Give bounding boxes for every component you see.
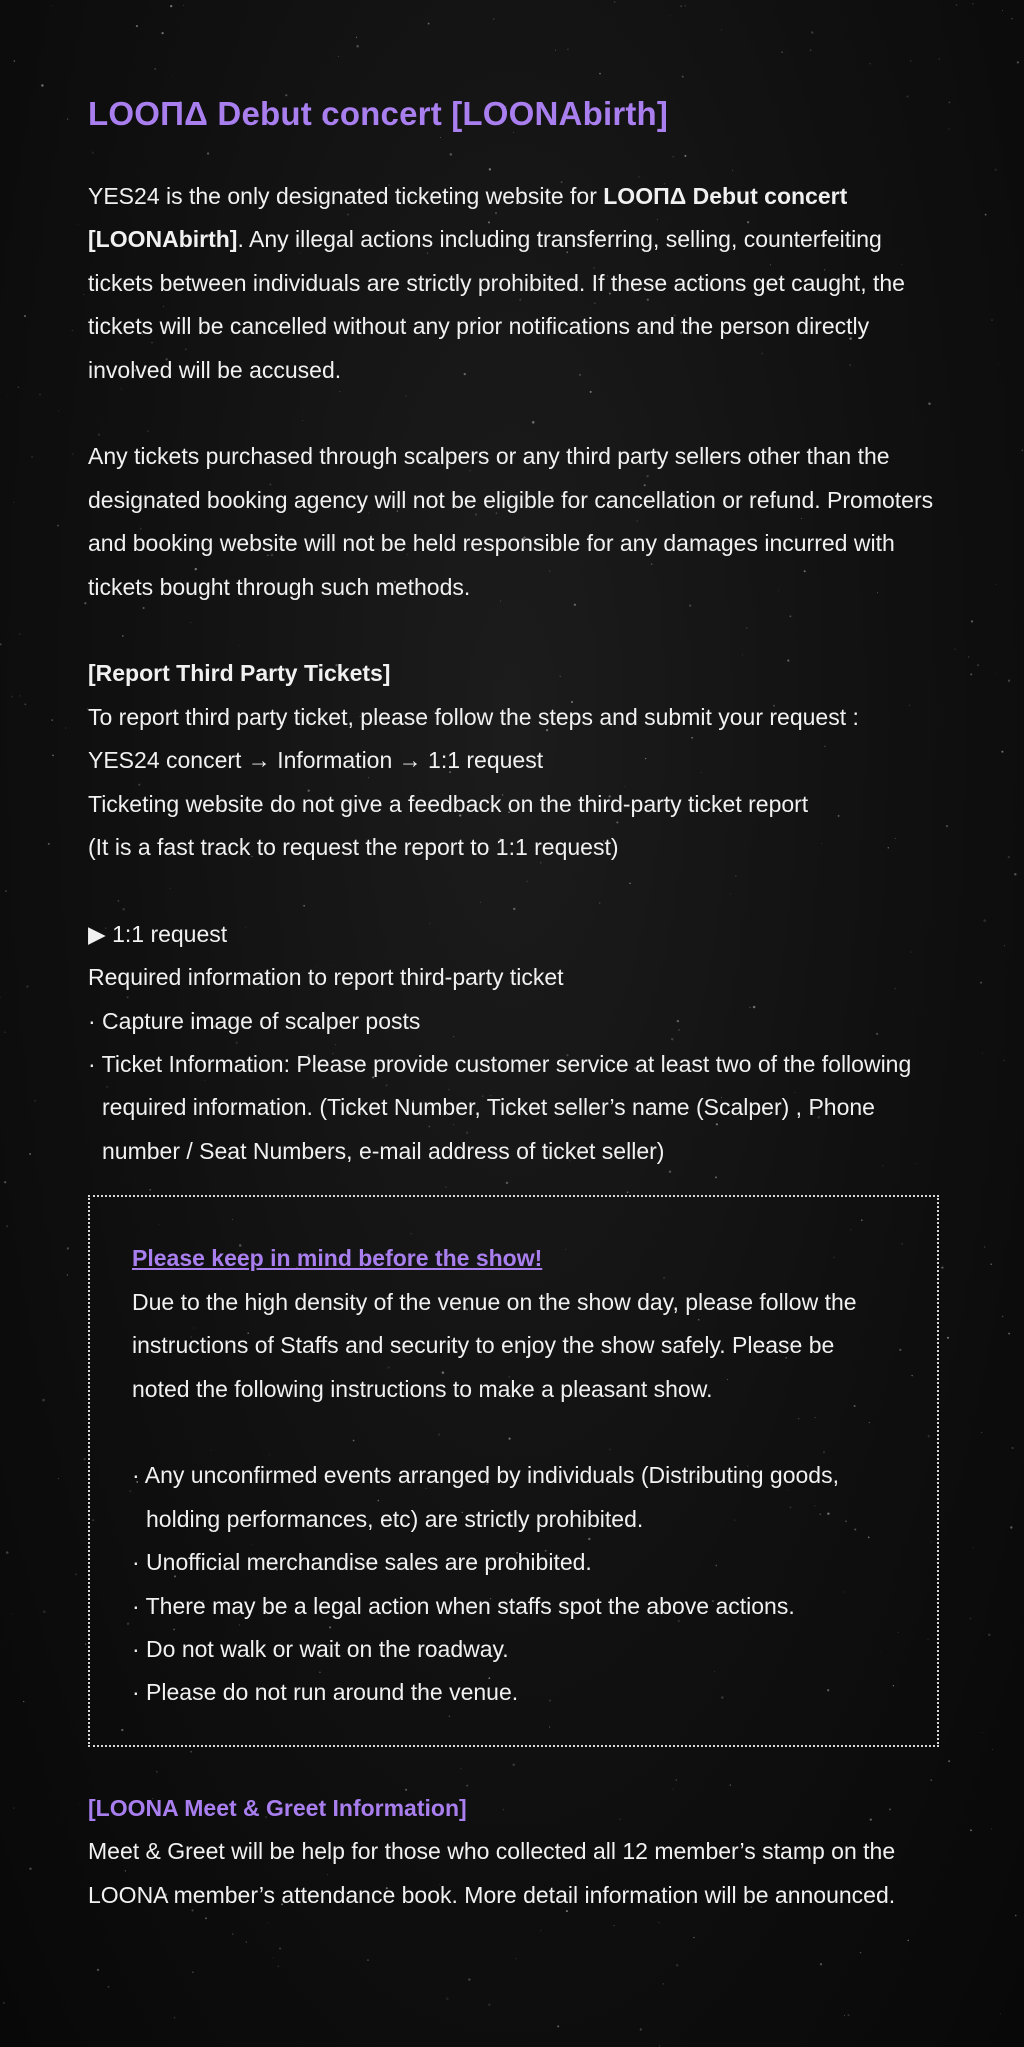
request-required: Required information to report third-party ticket bbox=[88, 964, 564, 991]
report-line-2: YES24 concert → Information → 1:1 request bbox=[88, 747, 544, 774]
notice-content bbox=[88, 88, 948, 1917]
notice-item: · Do not walk or wait on the roadway. bbox=[132, 1635, 509, 1662]
intro-paragraph bbox=[88, 175, 948, 392]
meet-greet-body: Meet & Greet will be help for those who collected all 12 member’s stamp on the LOONA member’s attendance book. More detail information will be announced. bbox=[88, 1838, 896, 1908]
notice-item: · Any unconfirmed events arranged by individuals (Distributing goods, holding performances, etc) are strictly prohibited. bbox=[132, 1462, 839, 1532]
request-item: · Capture image of scalper posts bbox=[88, 1007, 421, 1034]
report-line-1: To report third party ticket, please follow the steps and submit your request : bbox=[88, 703, 859, 730]
request-label: ▶ 1:1 request bbox=[88, 920, 228, 947]
notice-item: · Please do not run around the venue. bbox=[132, 1679, 519, 1706]
request-item: · Ticket Information: Please provide customer service at least two of the following required information. (Ticket Number, Ticket seller’s name (Scalper) , Phone number / Seat Numbers, e-mail address of ticket seller) bbox=[88, 1051, 912, 1164]
scalper-paragraph: Any tickets purchased through scalpers or any third party sellers other than the designated booking agency will not be eligible for cancellation or refund. Promoters and booking website will not be held responsible for any damages incurred with tickets bought through such methods. bbox=[88, 443, 934, 600]
meet-greet-title: [LOONA Meet & Greet Information] bbox=[88, 1794, 467, 1821]
meet-greet-section bbox=[88, 1787, 948, 1917]
notice-item: · There may be a legal action when staffs spot the above actions. bbox=[132, 1592, 795, 1619]
report-line-3: Ticketing website do not give a feedback on the third-party ticket report bbox=[88, 790, 809, 817]
report-heading: [Report Third Party Tickets] bbox=[88, 660, 391, 687]
report-line-4: (It is a fast track to request the report to 1:1 request) bbox=[88, 834, 619, 861]
intro-suffix: . Any illegal actions including transferring, selling, counterfeiting tickets between individuals are strictly prohibited. If these actions get caught, the tickets will be cancelled without any prior notifications and the person directly involved will be accused. bbox=[88, 226, 905, 383]
show-notice-box bbox=[88, 1195, 939, 1746]
page-title: LOOΠΔ Debut concert [LOONAbirth] bbox=[88, 95, 669, 132]
intro-prefix: YES24 is the only designated ticketing website for bbox=[88, 183, 604, 209]
notice-title: Please keep in mind before the show! bbox=[132, 1245, 543, 1272]
notice-item: · Unofficial merchandise sales are prohibited. bbox=[132, 1549, 592, 1576]
notice-body: Due to the high density of the venue on the show day, please follow the instructions of Staffs and security to enjoy the show safely. Please be noted the following instructions to make a pleasant show. bbox=[132, 1288, 857, 1402]
intro-concert-name: LOOΠΔ Debut concert [LOONAbirth] bbox=[88, 183, 848, 253]
